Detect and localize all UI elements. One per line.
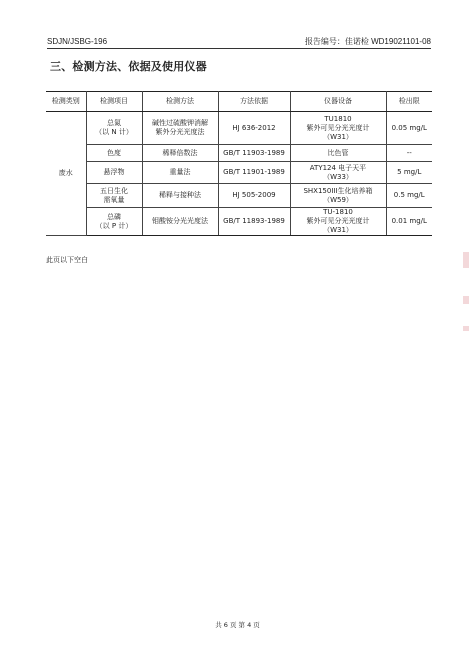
seal-edge-mark bbox=[463, 326, 469, 331]
cell-line: 总磷 bbox=[107, 212, 121, 221]
cell-line: （W31） bbox=[323, 226, 353, 234]
page-header bbox=[47, 36, 431, 49]
page-footer: 共 6 页 第 4 页 bbox=[215, 621, 260, 629]
cell-line: （W33） bbox=[323, 172, 353, 181]
limit-cell: 5 mg/L bbox=[386, 162, 432, 184]
limit-cell: 0.5 mg/L bbox=[386, 184, 432, 208]
item-cell: 悬浮物 bbox=[86, 162, 142, 184]
basis-cell: GB/T 11893-1989 bbox=[218, 208, 290, 236]
report-number: 报告编号：佳诺检 WD19021101-08 bbox=[304, 37, 431, 46]
cell-line: 需氧量 bbox=[103, 195, 125, 204]
cell-line: TU-1810 bbox=[323, 208, 353, 216]
header-cell: 方法依据 bbox=[218, 92, 290, 112]
table-row bbox=[46, 112, 432, 145]
method-cell: 稀释与接种法 bbox=[142, 184, 218, 208]
cell-line: 紫外分光光度法 bbox=[155, 128, 205, 136]
cell-line: （以 N 计） bbox=[95, 128, 133, 136]
cell-line: 紫外可见分光光度计 bbox=[306, 123, 370, 132]
table-row bbox=[46, 162, 432, 184]
cell-line: TU1810 bbox=[324, 114, 352, 123]
seal-edge-mark bbox=[463, 296, 469, 304]
header-cell: 检测类别 bbox=[46, 92, 86, 112]
table-header-row bbox=[46, 92, 432, 112]
cell-line: 紫外可见分光光度计 bbox=[306, 217, 370, 225]
header-cell: 检测项目 bbox=[86, 92, 142, 112]
instrument-cell bbox=[290, 112, 386, 145]
method-cell: 钼酸铵分光光度法 bbox=[142, 208, 218, 236]
limit-cell: 0.05 mg/L bbox=[386, 112, 432, 145]
item-cell bbox=[86, 184, 142, 208]
basis-cell: GB/T 11903-1989 bbox=[218, 145, 290, 162]
item-cell: 色度 bbox=[86, 145, 142, 162]
method-cell bbox=[142, 112, 218, 145]
limit-cell: 0.01 mg/L bbox=[386, 208, 432, 236]
blank-page-note: 此页以下空白 bbox=[46, 256, 88, 264]
cell-line: 碱性过硫酸钾消解 bbox=[152, 119, 208, 127]
item-cell bbox=[86, 208, 142, 236]
seal-edge-mark bbox=[463, 252, 469, 268]
category-cell: 废水 bbox=[46, 112, 86, 236]
cell-line: 五日生化 bbox=[100, 186, 128, 195]
method-cell: 稀释倍数法 bbox=[142, 145, 218, 162]
instrument-cell bbox=[290, 208, 386, 236]
basis-cell: HJ 636-2012 bbox=[218, 112, 290, 145]
cell-line: （W59） bbox=[323, 195, 353, 204]
item-cell bbox=[86, 112, 142, 145]
cell-line: SHX150III生化培养箱 bbox=[303, 186, 373, 195]
instrument-cell bbox=[290, 184, 386, 208]
limit-cell: -- bbox=[386, 145, 432, 162]
method-table bbox=[46, 91, 432, 236]
method-cell: 重量法 bbox=[142, 162, 218, 184]
section-title: 三、检测方法、依据及使用仪器 bbox=[50, 60, 207, 73]
instrument-cell: 比色管 bbox=[290, 145, 386, 162]
basis-cell: GB/T 11901-1989 bbox=[218, 162, 290, 184]
cell-line: 总氮 bbox=[107, 119, 121, 127]
cell-line: （以 P 计） bbox=[95, 221, 133, 230]
table-row bbox=[46, 145, 432, 162]
header-cell: 检测方法 bbox=[142, 92, 218, 112]
document-code: SDJN/JSBG-196 bbox=[47, 37, 108, 46]
header-cell: 检出限 bbox=[386, 92, 432, 112]
table-row bbox=[46, 208, 432, 236]
cell-line: （W31） bbox=[323, 132, 353, 141]
basis-cell: HJ 505-2009 bbox=[218, 184, 290, 208]
instrument-cell bbox=[290, 162, 386, 184]
cell-line: ATY124 电子天平 bbox=[309, 163, 367, 172]
header-cell: 仪器设备 bbox=[290, 92, 386, 112]
table-row bbox=[46, 184, 432, 208]
